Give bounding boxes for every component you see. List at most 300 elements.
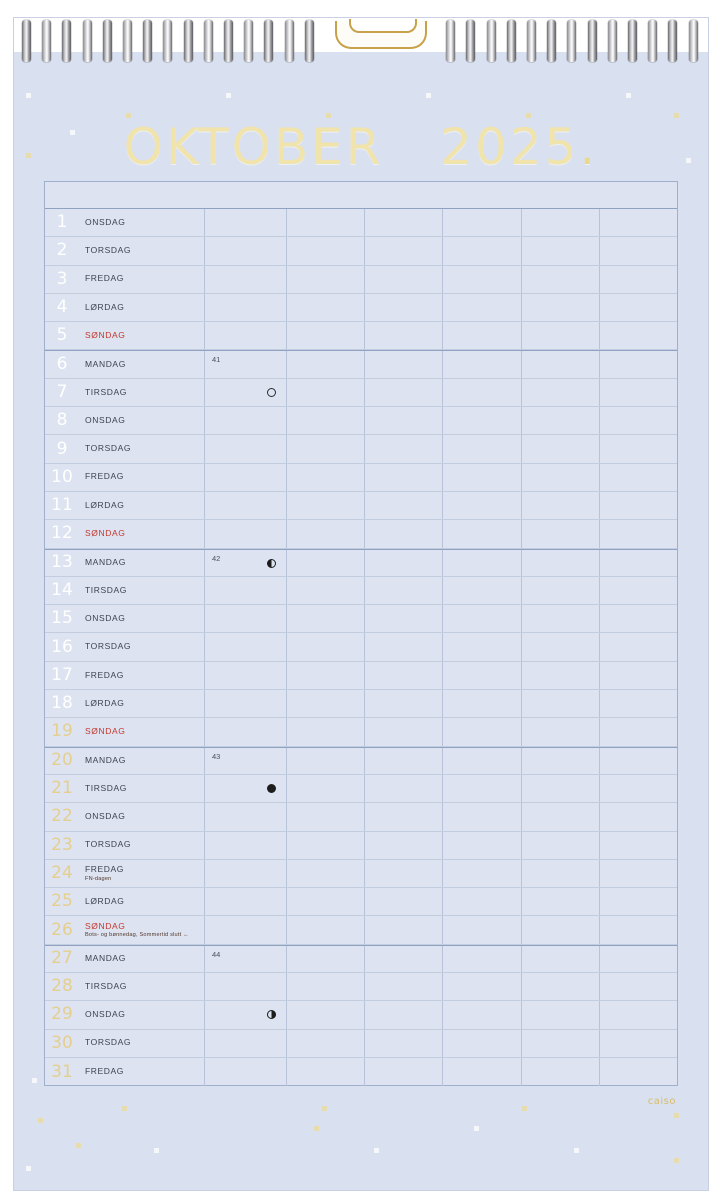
day-label-cell	[45, 748, 205, 774]
entry-cell[interactable]	[522, 803, 600, 830]
entry-cell[interactable]	[287, 294, 365, 321]
entry-cell[interactable]	[365, 888, 443, 915]
entry-cell[interactable]	[365, 407, 443, 434]
grid-header-row	[45, 182, 677, 209]
entry-cell[interactable]	[205, 888, 287, 915]
entry-cell[interactable]	[522, 662, 600, 689]
entry-cell[interactable]	[205, 718, 287, 745]
entry-cell[interactable]	[287, 1058, 365, 1086]
day-label-cell	[45, 973, 205, 1000]
day-label-cell	[45, 577, 205, 604]
day-text-block	[77, 642, 131, 652]
entry-cell[interactable]	[443, 748, 521, 774]
day-text-block	[77, 331, 125, 341]
entry-cell[interactable]	[522, 435, 600, 462]
entry-cell[interactable]	[365, 946, 443, 972]
day-name: ONSDAG	[85, 1009, 126, 1020]
day-note: Bots- og bønnedag, Sommertid slutt ←	[85, 932, 189, 939]
entry-cell[interactable]	[600, 351, 677, 377]
calendar-day-row	[45, 549, 677, 577]
entry-cell[interactable]	[287, 322, 365, 349]
entry-cell[interactable]	[205, 916, 287, 943]
calendar-day-row	[45, 492, 677, 520]
calendar-day-row	[45, 1030, 677, 1058]
entry-cell[interactable]	[287, 775, 365, 802]
calendar-day-row	[45, 209, 677, 237]
entry-cell[interactable]	[287, 1001, 365, 1028]
entry-cell[interactable]	[600, 407, 677, 434]
entry-cell[interactable]	[522, 946, 600, 972]
day-number: 18	[51, 693, 73, 714]
entry-cell[interactable]	[365, 860, 443, 887]
entry-cell[interactable]	[443, 237, 521, 264]
entry-cell[interactable]	[287, 860, 365, 887]
entry-cell[interactable]	[205, 407, 287, 434]
entry-cell[interactable]	[522, 464, 600, 491]
entry-cell[interactable]	[365, 577, 443, 604]
calendar-day-row	[45, 1058, 677, 1086]
entry-cell[interactable]	[522, 322, 600, 349]
entry-cell[interactable]	[365, 209, 443, 236]
day-label-cell	[45, 550, 205, 576]
day-note: FN-dagen	[85, 875, 112, 882]
entry-cell[interactable]	[443, 464, 521, 491]
entry-cell[interactable]	[205, 294, 287, 321]
entry-cell[interactable]	[522, 351, 600, 377]
entry-cell[interactable]	[287, 209, 365, 236]
entry-cell[interactable]	[205, 973, 287, 1000]
day-text-block	[77, 922, 189, 939]
entry-cell[interactable]	[443, 1058, 521, 1086]
day-label-cell	[45, 888, 205, 915]
entry-cell[interactable]	[205, 577, 287, 604]
entry-cell[interactable]	[287, 748, 365, 774]
entry-cell[interactable]	[365, 351, 443, 377]
calendar-day-row	[45, 888, 677, 916]
week-number-cell[interactable]: 42	[205, 550, 287, 576]
day-text-block	[77, 954, 126, 964]
day-number: 24	[51, 862, 73, 883]
decorative-dot	[686, 158, 691, 163]
day-label-cell	[45, 407, 205, 434]
entry-cell[interactable]	[287, 550, 365, 576]
entry-cell[interactable]	[205, 775, 287, 802]
calendar-day-row	[45, 435, 677, 463]
entry-cell[interactable]	[287, 1030, 365, 1057]
entry-cell[interactable]	[287, 662, 365, 689]
entry-cell[interactable]	[600, 1058, 677, 1086]
decorative-dot	[126, 113, 131, 118]
decorative-dot	[626, 93, 631, 98]
entry-cell[interactable]	[522, 690, 600, 717]
day-name: ONSDAG	[85, 414, 126, 425]
entry-cell[interactable]	[443, 662, 521, 689]
day-text-block	[77, 756, 126, 766]
entry-cell[interactable]	[600, 803, 677, 830]
day-number: 26	[51, 919, 73, 940]
entry-cell[interactable]	[287, 237, 365, 264]
entry-cell[interactable]	[287, 577, 365, 604]
entry-cell[interactable]	[365, 803, 443, 830]
entry-cell[interactable]	[600, 492, 677, 519]
calendar-day-row	[45, 322, 677, 350]
calendar-day-row	[45, 916, 677, 944]
day-label-cell	[45, 662, 205, 689]
entry-cell[interactable]	[600, 718, 677, 745]
entry-cell[interactable]	[522, 860, 600, 887]
entry-cell[interactable]	[365, 492, 443, 519]
entry-cell[interactable]	[287, 803, 365, 830]
entry-cell[interactable]	[287, 718, 365, 745]
decorative-dot	[526, 113, 531, 118]
entry-cell[interactable]	[365, 662, 443, 689]
day-text-block	[77, 699, 125, 709]
entry-cell[interactable]	[365, 775, 443, 802]
decorative-dot	[426, 93, 431, 98]
entry-cell[interactable]	[522, 1030, 600, 1057]
decorative-dot	[122, 1106, 127, 1111]
entry-cell[interactable]	[205, 832, 287, 859]
day-number: 3	[56, 268, 68, 289]
entry-cell[interactable]	[287, 520, 365, 547]
entry-cell[interactable]	[205, 492, 287, 519]
entry-cell[interactable]	[443, 832, 521, 859]
entry-cell[interactable]	[205, 237, 287, 264]
entry-cell[interactable]	[522, 775, 600, 802]
entry-cell[interactable]	[443, 294, 521, 321]
day-text-block	[77, 982, 127, 992]
day-label-cell	[45, 832, 205, 859]
entry-cell[interactable]	[443, 690, 521, 717]
day-number: 13	[51, 552, 73, 573]
entry-cell[interactable]	[365, 748, 443, 774]
entry-cell[interactable]	[443, 803, 521, 830]
entry-cell[interactable]	[522, 916, 600, 943]
entry-cell[interactable]	[600, 550, 677, 576]
decorative-dot	[76, 1143, 81, 1148]
entry-cell[interactable]	[600, 1030, 677, 1057]
entry-cell[interactable]	[522, 266, 600, 293]
entry-cell[interactable]	[600, 379, 677, 406]
day-text-block	[77, 472, 124, 482]
entry-cell[interactable]	[205, 1058, 287, 1086]
entry-cell[interactable]	[205, 662, 287, 689]
entry-cell[interactable]	[287, 888, 365, 915]
calendar-grid	[44, 181, 678, 1086]
entry-cell[interactable]	[600, 294, 677, 321]
entry-cell[interactable]	[522, 718, 600, 745]
day-number: 21	[51, 778, 73, 799]
day-label-cell	[45, 294, 205, 321]
brand-logo: caiso	[647, 1096, 676, 1107]
title-month: OKTOBER	[123, 118, 384, 176]
day-text-block	[77, 1038, 131, 1048]
calendar-day-row	[45, 577, 677, 605]
day-label-cell	[45, 775, 205, 802]
entry-cell[interactable]	[443, 775, 521, 802]
entry-cell[interactable]	[600, 973, 677, 1000]
day-label-cell	[45, 916, 205, 943]
entry-cell[interactable]	[600, 520, 677, 547]
entry-cell[interactable]	[287, 633, 365, 660]
day-name: FREDAG	[85, 669, 125, 680]
calendar-day-row	[45, 520, 677, 548]
week-number-cell[interactable]: 44	[205, 946, 287, 972]
entry-cell[interactable]	[600, 209, 677, 236]
decorative-dot	[26, 1166, 31, 1171]
day-text-block	[77, 1010, 125, 1020]
entry-cell[interactable]	[287, 605, 365, 632]
day-label-cell	[45, 1001, 205, 1028]
entry-cell[interactable]	[600, 1001, 677, 1028]
entry-cell[interactable]	[287, 266, 365, 293]
entry-cell[interactable]	[365, 520, 443, 547]
title-year: 2025	[440, 118, 580, 176]
entry-cell[interactable]	[443, 946, 521, 972]
entry-cell[interactable]	[287, 379, 365, 406]
entry-cell[interactable]	[443, 1001, 521, 1028]
page-title	[14, 118, 708, 176]
entry-cell[interactable]	[287, 492, 365, 519]
day-name: TIRSDAG	[85, 386, 127, 397]
entry-cell[interactable]	[443, 209, 521, 236]
entry-cell[interactable]	[443, 550, 521, 576]
entry-cell[interactable]	[600, 464, 677, 491]
entry-cell[interactable]	[365, 379, 443, 406]
decorative-dot	[674, 113, 679, 118]
entry-cell[interactable]	[522, 973, 600, 1000]
day-text-block	[77, 360, 126, 370]
entry-cell[interactable]	[522, 550, 600, 576]
entry-cell[interactable]	[600, 916, 677, 943]
moon-phase-first-icon	[267, 1010, 276, 1019]
entry-cell[interactable]	[287, 973, 365, 1000]
day-label-cell	[45, 1058, 205, 1086]
day-text-block	[77, 246, 131, 256]
day-text-block	[77, 558, 126, 568]
day-text-block	[77, 501, 125, 511]
entry-cell[interactable]	[205, 605, 287, 632]
day-name: ONSDAG	[85, 811, 126, 821]
day-name: LØRDAG	[85, 301, 125, 312]
entry-cell[interactable]	[365, 605, 443, 632]
entry-cell[interactable]	[205, 1001, 287, 1028]
entry-cell[interactable]	[443, 322, 521, 349]
entry-cell[interactable]	[600, 322, 677, 349]
entry-cell[interactable]	[600, 946, 677, 972]
entry-cell[interactable]	[287, 351, 365, 377]
entry-cell[interactable]	[443, 916, 521, 943]
decorative-dot	[674, 1113, 679, 1118]
day-text-block	[77, 274, 124, 284]
entry-cell[interactable]	[205, 266, 287, 293]
day-name: LØRDAG	[85, 895, 125, 906]
day-label-cell	[45, 633, 205, 660]
day-number: 27	[51, 948, 73, 969]
entry-cell[interactable]	[365, 464, 443, 491]
decorative-dot	[522, 1106, 527, 1111]
decorative-dot	[70, 130, 75, 135]
entry-cell[interactable]	[600, 690, 677, 717]
entry-cell[interactable]	[522, 379, 600, 406]
hanger-hook-icon	[335, 21, 427, 49]
entry-cell[interactable]	[522, 888, 600, 915]
entry-cell[interactable]	[205, 209, 287, 236]
entry-cell[interactable]	[443, 351, 521, 377]
day-label-cell	[45, 492, 205, 519]
entry-cell[interactable]	[443, 379, 521, 406]
entry-cell[interactable]	[522, 237, 600, 264]
entry-cell[interactable]	[443, 577, 521, 604]
day-label-cell	[45, 718, 205, 745]
entry-cell[interactable]	[205, 860, 287, 887]
entry-cell[interactable]	[287, 464, 365, 491]
entry-cell[interactable]	[522, 577, 600, 604]
decorative-dot	[314, 1126, 319, 1131]
entry-cell[interactable]	[522, 633, 600, 660]
entry-cell[interactable]	[600, 237, 677, 264]
entry-cell[interactable]	[365, 690, 443, 717]
entry-cell[interactable]	[365, 237, 443, 264]
calendar-day-row	[45, 266, 677, 294]
calendar-day-row	[45, 464, 677, 492]
day-number: 25	[51, 891, 73, 912]
entry-cell[interactable]	[287, 916, 365, 943]
day-number: 12	[51, 523, 73, 544]
entry-cell[interactable]	[287, 690, 365, 717]
day-name: SØNDAG	[85, 329, 126, 340]
entry-cell[interactable]	[522, 1001, 600, 1028]
entry-cell[interactable]	[443, 860, 521, 887]
entry-cell[interactable]	[522, 832, 600, 859]
entry-cell[interactable]	[522, 605, 600, 632]
entry-cell[interactable]	[600, 266, 677, 293]
day-label-cell	[45, 351, 205, 377]
decorative-dot	[374, 1148, 379, 1153]
calendar-rows	[45, 209, 677, 1086]
day-name: TIRSDAG	[85, 782, 127, 793]
entry-cell[interactable]	[443, 407, 521, 434]
day-name: FREDAG	[85, 273, 125, 284]
day-name: MANDAG	[85, 754, 126, 765]
entry-cell[interactable]	[365, 1058, 443, 1086]
moon-phase-last-icon	[267, 559, 276, 568]
entry-cell[interactable]	[600, 775, 677, 802]
entry-cell[interactable]	[522, 294, 600, 321]
entry-cell[interactable]	[600, 888, 677, 915]
entry-cell[interactable]	[522, 492, 600, 519]
decorative-dot	[154, 1148, 159, 1153]
entry-cell[interactable]	[522, 520, 600, 547]
day-name: LØRDAG	[85, 697, 125, 708]
week-number-cell[interactable]: 43	[205, 748, 287, 774]
entry-cell[interactable]	[205, 1030, 287, 1057]
entry-cell[interactable]	[600, 435, 677, 462]
entry-cell[interactable]	[522, 748, 600, 774]
decorative-dot	[226, 93, 231, 98]
entry-cell[interactable]	[443, 520, 521, 547]
entry-cell[interactable]	[600, 633, 677, 660]
entry-cell[interactable]	[205, 690, 287, 717]
entry-cell[interactable]	[365, 916, 443, 943]
entry-cell[interactable]	[205, 633, 287, 660]
entry-cell[interactable]	[365, 633, 443, 660]
entry-cell[interactable]	[205, 464, 287, 491]
calendar-day-row	[45, 775, 677, 803]
calendar-day-row	[45, 662, 677, 690]
entry-cell[interactable]	[600, 662, 677, 689]
entry-cell[interactable]	[205, 322, 287, 349]
entry-cell[interactable]	[443, 973, 521, 1000]
entry-cell[interactable]	[443, 888, 521, 915]
day-text-block	[77, 614, 125, 624]
calendar-day-row	[45, 803, 677, 831]
day-text-block	[77, 812, 125, 822]
entry-cell[interactable]	[365, 973, 443, 1000]
entry-cell[interactable]	[443, 718, 521, 745]
entry-cell[interactable]	[365, 322, 443, 349]
entry-cell[interactable]	[365, 1001, 443, 1028]
entry-cell[interactable]	[205, 379, 287, 406]
day-name: FREDAG	[85, 1066, 125, 1077]
day-text-block	[77, 388, 127, 398]
entry-cell[interactable]	[365, 832, 443, 859]
entry-cell[interactable]	[365, 266, 443, 293]
entry-cell[interactable]	[365, 1030, 443, 1057]
entry-cell[interactable]	[522, 1058, 600, 1086]
entry-cell[interactable]	[522, 209, 600, 236]
day-number: 31	[51, 1061, 73, 1082]
entry-cell[interactable]	[287, 832, 365, 859]
decorative-dot	[26, 153, 31, 158]
entry-cell[interactable]	[287, 946, 365, 972]
entry-cell[interactable]	[205, 520, 287, 547]
entry-cell[interactable]	[443, 435, 521, 462]
entry-cell[interactable]	[443, 1030, 521, 1057]
day-number: 20	[51, 750, 73, 771]
entry-cell[interactable]	[443, 605, 521, 632]
entry-cell[interactable]	[600, 605, 677, 632]
entry-cell[interactable]	[287, 435, 365, 462]
entry-cell[interactable]	[205, 803, 287, 830]
entry-cell[interactable]	[443, 266, 521, 293]
entry-cell[interactable]	[443, 633, 521, 660]
entry-cell[interactable]	[365, 294, 443, 321]
entry-cell[interactable]	[365, 550, 443, 576]
day-number: 10	[51, 466, 73, 487]
entry-cell[interactable]	[522, 407, 600, 434]
day-label-cell	[45, 464, 205, 491]
calendar-day-row	[45, 1001, 677, 1029]
day-text-block	[77, 784, 127, 794]
entry-cell[interactable]	[600, 832, 677, 859]
entry-cell[interactable]	[365, 435, 443, 462]
decorative-dot	[474, 1126, 479, 1131]
week-number-cell[interactable]: 41	[205, 351, 287, 377]
entry-cell[interactable]	[365, 718, 443, 745]
day-number: 11	[51, 495, 73, 516]
entry-cell[interactable]	[600, 860, 677, 887]
entry-cell[interactable]	[600, 577, 677, 604]
calendar-sheet	[14, 18, 708, 1190]
decorative-dot	[326, 113, 331, 118]
entry-cell[interactable]	[287, 407, 365, 434]
entry-cell[interactable]	[205, 435, 287, 462]
entry-cell[interactable]	[600, 748, 677, 774]
day-label-cell	[45, 209, 205, 236]
entry-cell[interactable]	[443, 492, 521, 519]
day-name: SØNDAG	[85, 528, 126, 539]
